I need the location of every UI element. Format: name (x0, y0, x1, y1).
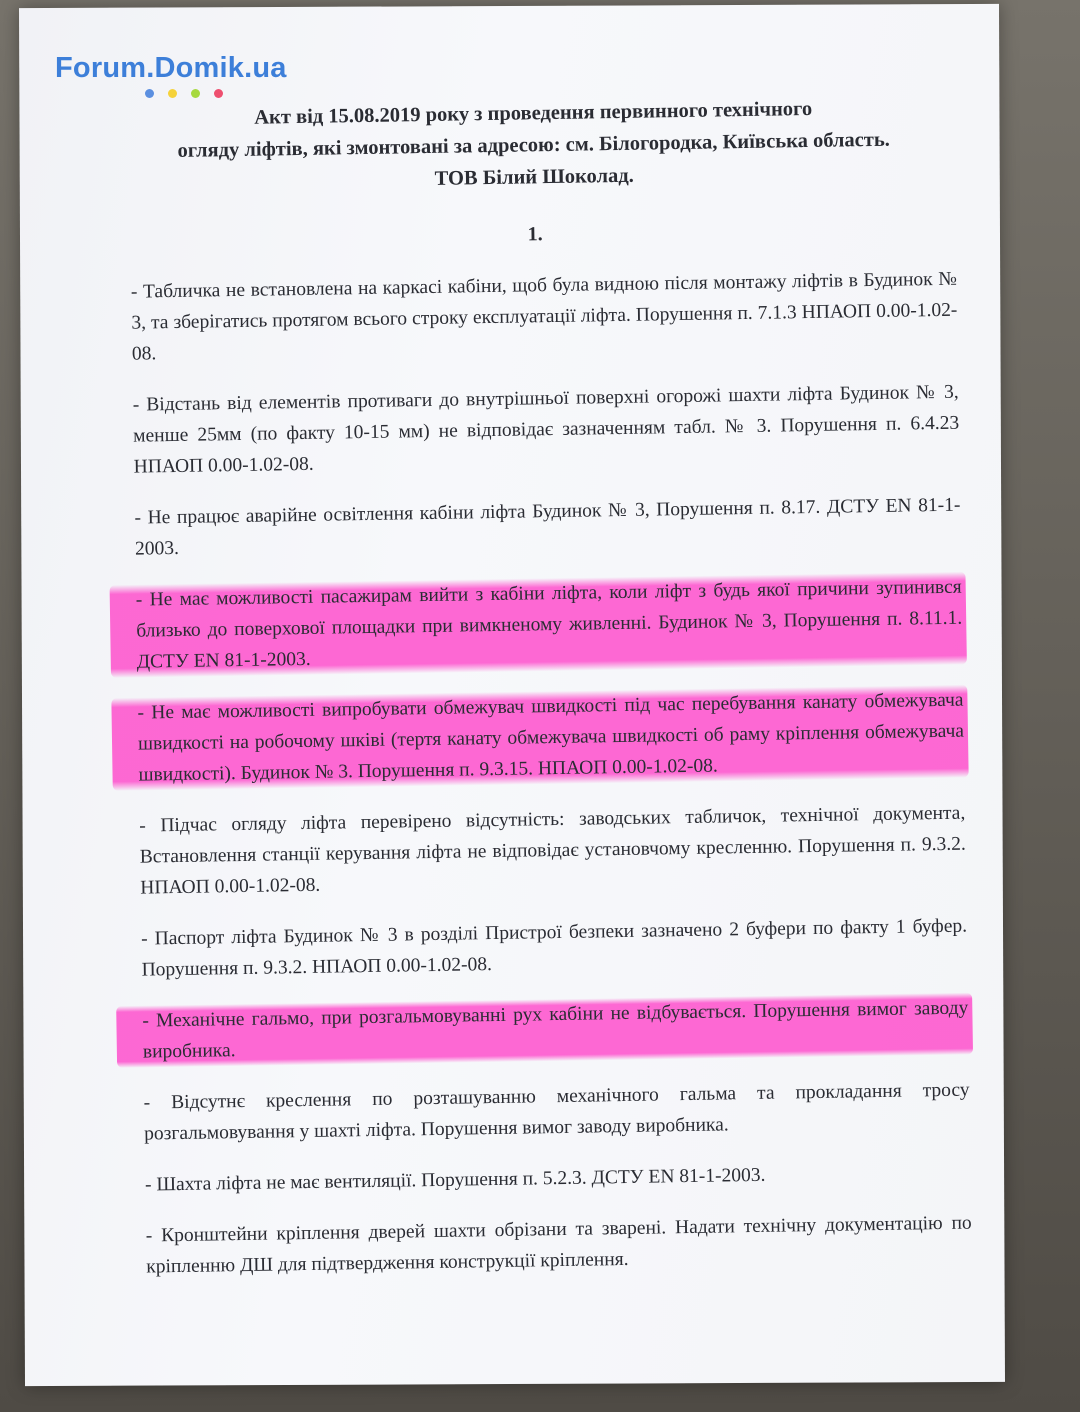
violation-paragraph: - Не має можливості випробувати обмежувач швидкості під час перебування канату обмежувача швидкості на робочому шківі (тертя канату обмежувача швидкості об раму кріплення обмежувача швидкості). Будинок № 3. Порушення п. 9.3.15. НПАОП 0.00-1.02-08. (111, 685, 968, 791)
document-title (108, 91, 959, 200)
violation-paragraph: - Паспорт ліфта Будинок № 3 в розділі Пристрої безпеки зазначено 2 буфери по факту 1 буфер. Порушення п. 9.3.2. НПАОП 0.00-1.02-08. (140, 915, 968, 981)
watermark-dot (168, 89, 177, 98)
violation-paragraph: - Відсутнє креслення по розташуванню механічного гальма та прокладання тросу розгальмовування у шахті ліфта. Порушення вимог заводу виробника. (143, 1079, 970, 1145)
watermark-dot (214, 89, 223, 98)
title-line: ТОВ Білий Шоколад. (434, 164, 634, 190)
watermark-dots (55, 89, 287, 98)
watermark-text: Forum.Domik.ua (55, 52, 287, 84)
site-watermark (55, 52, 287, 98)
document-body (108, 91, 977, 1303)
violation-paragraph: - Табличка не встановлена на каркасі кабіни, щоб була видною після монтажу ліфтів в Будинок № 3, та зберігатись протягом всього строку експлуатації ліфта. Порушення п. 7.1.3 НПАОП 0.00-1.02-08. (130, 268, 958, 365)
watermark-dot (145, 89, 154, 98)
violation-paragraph: - Механічне гальмо, при розгальмовуванні рух кабіни не відбувається. Порушення вимог заводу виробника. (116, 993, 973, 1068)
violation-paragraph: - Підчас огляду ліфта перевірено відсутність: заводських табличок, технічної документа, Встановлення станції керування ліфта не відповідає установчому кресленню. Порушення п. 9.3.2. НПАОП 0.00-1.02-08. (139, 802, 966, 899)
title-line: огляду ліфтів, які змонтовані за адресою: см. Білогородка, Київська область. (177, 128, 891, 162)
violation-paragraph: - Шахта ліфта не має вентиляції. Порушення п. 5.2.3. ДСТУ EN 81-1-2003. (144, 1164, 766, 1196)
violation-paragraph: - Не має можливості пасажирам вийти з кабіни ліфта, коли ліфт з будь якої причини зупинився близько до поверхової площадки при вимкненому живленні. Будинок № 3, Порушення п. 8.11.1. ДСТУ EN 81-1-2003. (110, 572, 967, 678)
title-line: Акт від 15.08.2019 року з проведення первинного технічного (254, 97, 813, 129)
violation-paragraph: - Не працює аварійне освітлення кабіни ліфта Будинок № 3, Порушення п. 8.17. ДСТУ EN 81-1-2003. (134, 494, 961, 560)
violation-paragraph: - Відстань від елементів противаги до внутрішньої поверхні огорожі шахти ліфта Будинок № 3, менше 25мм (по факту 10-15 мм) не відповідає зазначенням табл. № 3. Порушення п. 6.4.23 НПАОП 0.00-1.02-08. (132, 381, 960, 478)
section-number: 1. (527, 223, 543, 246)
watermark-dot (191, 89, 200, 98)
violation-paragraph: - Кронштейни кріплення дверей шахти обрізани та зварені. Надати технічну документацію по кріпленню ДШ для підтвердження конструкції кріплення. (145, 1212, 972, 1278)
